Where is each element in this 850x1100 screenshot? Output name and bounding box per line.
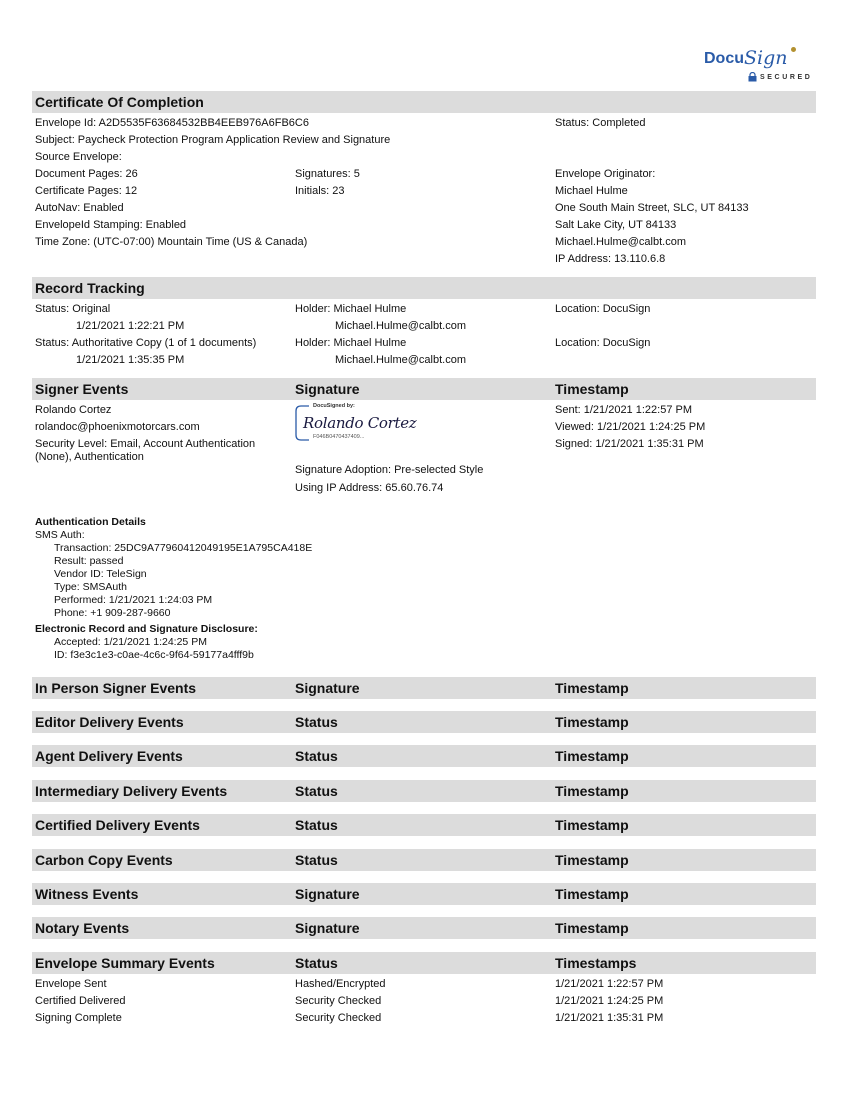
- summary-status: Security Checked: [295, 995, 382, 1007]
- logo-secured-text: SECURED: [760, 74, 813, 81]
- time-zone: Time Zone: (UTC-07:00) Mountain Time (US & Canada): [35, 236, 308, 248]
- disclosure-title: Electronic Record and Signature Disclosure:: [35, 623, 258, 635]
- signature-adoption: Signature Adoption: Pre-selected Style: [295, 464, 484, 476]
- event-section-col3: Timestamp: [555, 783, 629, 799]
- event-section-col3: Timestamp: [555, 886, 629, 902]
- signer-email: rolandoc@phoenixmotorcars.com: [35, 421, 200, 433]
- authentication-details-title: Authentication Details: [35, 516, 146, 528]
- event-section-col2: Status: [295, 817, 338, 833]
- event-section-col2: Status: [295, 714, 338, 730]
- record-location: Location: DocuSign: [555, 337, 651, 349]
- certificate-pages: Certificate Pages: 12: [35, 185, 138, 197]
- summary-timestamp: 1/21/2021 1:24:25 PM: [555, 995, 664, 1007]
- event-section-title: Witness Events: [35, 886, 139, 902]
- security-level: Security Level: Email, Account Authentication: [35, 438, 256, 450]
- envelope-summary-header-bar: [32, 952, 816, 974]
- signer-name: Rolando Cortez: [35, 404, 112, 416]
- lock-icon: [748, 72, 757, 82]
- auth-transaction: Transaction: 25DC9A77960412049195E1A795CA418E: [54, 542, 313, 554]
- event-section-bar: [32, 883, 816, 905]
- logo-sign-text: Sign: [744, 47, 788, 69]
- originator-email: Michael.Hulme@calbt.com: [555, 236, 686, 248]
- envelope-summary-timestamps-header: Timestamps: [555, 955, 637, 971]
- originator-ip-address: IP Address: 13.110.6.8: [555, 253, 666, 265]
- summary-event: Envelope Sent: [35, 978, 107, 990]
- event-section-col2: Status: [295, 748, 338, 764]
- event-section-col2: Signature: [295, 920, 360, 936]
- timestamp-column-header: Timestamp: [555, 381, 629, 397]
- event-section-col3: Timestamp: [555, 748, 629, 764]
- logo-dot-icon: [791, 47, 796, 52]
- event-section-bar: [32, 814, 816, 836]
- envelope-originator-label: Envelope Originator:: [555, 168, 656, 180]
- logo-docu-text: Docu: [704, 50, 744, 67]
- using-ip-address: Using IP Address: 65.60.76.74: [295, 482, 444, 494]
- event-section-bar: [32, 711, 816, 733]
- envelope-status: Status: Completed: [555, 117, 646, 129]
- event-section-title: Editor Delivery Events: [35, 714, 184, 730]
- signature-column-header: Signature: [295, 381, 360, 397]
- record-location: Location: DocuSign: [555, 303, 651, 315]
- event-section-col3: Timestamp: [555, 714, 629, 730]
- event-section-title: Carbon Copy Events: [35, 852, 173, 868]
- autonav-setting: AutoNav: Enabled: [35, 202, 124, 214]
- originator-address-line2: Salt Lake City, UT 84133: [555, 219, 677, 231]
- envelope-summary-status-header: Status: [295, 955, 338, 971]
- disclosure-accepted: Accepted: 1/21/2021 1:24:25 PM: [54, 636, 207, 648]
- event-section-bar: [32, 849, 816, 871]
- record-status: Status: Authoritative Copy (1 of 1 documents): [35, 337, 257, 349]
- summary-timestamp: 1/21/2021 1:22:57 PM: [555, 978, 664, 990]
- event-section-col3: Timestamp: [555, 852, 629, 868]
- auth-performed: Performed: 1/21/2021 1:24:03 PM: [54, 594, 213, 606]
- signatures-count: Signatures: 5: [295, 168, 360, 180]
- envelope-id: Envelope Id: A2D5535F63684532BB4EEB976A6FB6C6: [35, 117, 309, 129]
- record-holder: Holder: Michael Hulme: [295, 303, 407, 315]
- auth-result: Result: passed: [54, 555, 124, 567]
- auth-vendor-id: Vendor ID: TeleSign: [54, 568, 147, 580]
- signer-events-title: Signer Events: [35, 381, 129, 397]
- signature-id: F046B0470437409...: [313, 434, 365, 440]
- event-section-col3: Timestamp: [555, 920, 629, 936]
- sent-timestamp: Sent: 1/21/2021 1:22:57 PM: [555, 404, 692, 416]
- summary-event: Signing Complete: [35, 1012, 122, 1024]
- event-section-title: Certified Delivery Events: [35, 817, 200, 833]
- docusigned-by-label: DocuSigned by:: [313, 403, 355, 409]
- event-section-title: Notary Events: [35, 920, 130, 936]
- event-section-title: Intermediary Delivery Events: [35, 783, 228, 799]
- summary-status: Security Checked: [295, 1012, 382, 1024]
- certificate-title: Certificate Of Completion: [35, 94, 204, 110]
- event-section-col2: Status: [295, 852, 338, 868]
- viewed-timestamp: Viewed: 1/21/2021 1:24:25 PM: [555, 421, 706, 433]
- envelope-subject: Subject: Paycheck Protection Program Application Review and Signature: [35, 134, 391, 146]
- record-date: 1/21/2021 1:35:35 PM: [76, 354, 185, 366]
- docusign-secured-logo: [700, 44, 820, 86]
- document-pages: Document Pages: 26: [35, 168, 138, 180]
- event-section-col2: Status: [295, 783, 338, 799]
- summary-status: Hashed/Encrypted: [295, 978, 386, 990]
- security-level-continued: (None), Authentication: [35, 451, 144, 463]
- record-holder-email: Michael.Hulme@calbt.com: [335, 320, 466, 332]
- signature-script: Rolando Cortez: [303, 414, 417, 432]
- event-section-bar: [32, 677, 816, 699]
- originator-name: Michael Hulme: [555, 185, 628, 197]
- source-envelope: Source Envelope:: [35, 151, 122, 163]
- event-section-title: Agent Delivery Events: [35, 748, 183, 764]
- record-status: Status: Original: [35, 303, 111, 315]
- signature-image: [295, 402, 417, 444]
- summary-timestamp: 1/21/2021 1:35:31 PM: [555, 1012, 664, 1024]
- event-section-bar: [32, 780, 816, 802]
- initials-count: Initials: 23: [295, 185, 345, 197]
- auth-phone: Phone: +1 909-287-9660: [54, 607, 171, 619]
- event-section-bar: [32, 917, 816, 939]
- disclosure-id: ID: f3e3c1e3-c0ae-4c6c-9f64-59177a4fff9b: [54, 649, 254, 661]
- originator-address-line1: One South Main Street, SLC, UT 84133: [555, 202, 749, 214]
- event-section-col2: Signature: [295, 886, 360, 902]
- certificate-header-bar: [32, 91, 816, 113]
- event-section-col3: Timestamp: [555, 817, 629, 833]
- event-section-col2: Signature: [295, 680, 360, 696]
- envelope-summary-title: Envelope Summary Events: [35, 955, 215, 971]
- event-section-bar: [32, 745, 816, 767]
- record-holder-email: Michael.Hulme@calbt.com: [335, 354, 466, 366]
- auth-type: Type: SMSAuth: [54, 581, 127, 593]
- signer-events-header-bar: [32, 378, 816, 400]
- record-tracking-title: Record Tracking: [35, 280, 145, 296]
- event-section-title: In Person Signer Events: [35, 680, 197, 696]
- record-date: 1/21/2021 1:22:21 PM: [76, 320, 185, 332]
- sms-auth-label: SMS Auth:: [35, 529, 85, 541]
- summary-event: Certified Delivered: [35, 995, 126, 1007]
- signed-timestamp: Signed: 1/21/2021 1:35:31 PM: [555, 438, 704, 450]
- record-holder: Holder: Michael Hulme: [295, 337, 407, 349]
- record-tracking-header-bar: [32, 277, 816, 299]
- envelopeid-stamping-setting: EnvelopeId Stamping: Enabled: [35, 219, 187, 231]
- event-section-col3: Timestamp: [555, 680, 629, 696]
